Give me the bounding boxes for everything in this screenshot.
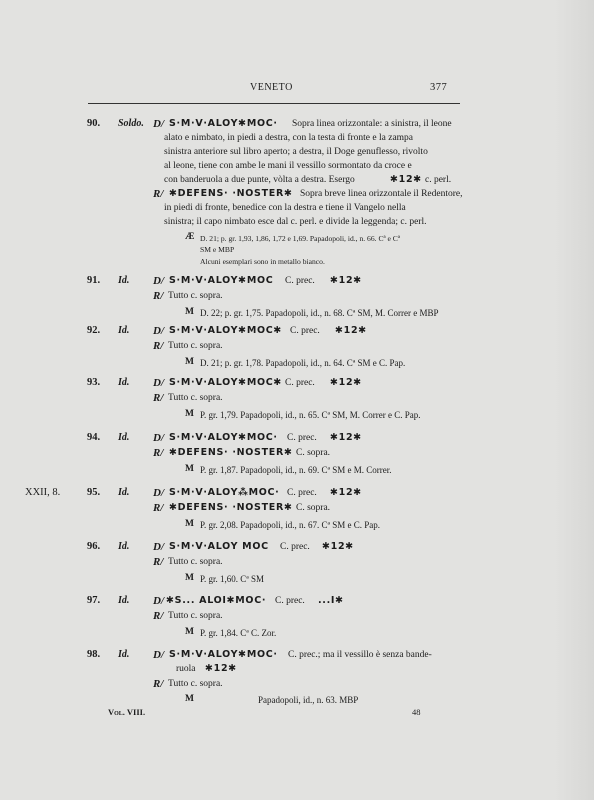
specimen-details: D. 21; p. gr. 1,78. Papadopoli, id., n. 64. Cª SM e C. Pap.	[200, 358, 406, 368]
obverse-mark: ✱12✱	[330, 275, 362, 286]
obverse-legend: S·M·V·ALOY✱MOC	[169, 275, 274, 286]
entry-number: 97.	[87, 595, 101, 606]
reverse-symbol: R/	[153, 502, 164, 514]
specimen-details: P. gr. 1,79. Papadopoli, id., n. 65. Cª SM, M. Correr e C. Pap.	[200, 410, 421, 420]
obverse-text: C. prec.	[280, 542, 310, 552]
obverse-text: C. prec.	[290, 326, 320, 336]
obverse-legend: S·M·V·ALOY MOC	[169, 541, 269, 552]
specimen-details: P. gr. 1,87. Papadopoli, id., n. 69. Cª SM e M. Correr.	[200, 465, 392, 475]
metal-mark: M	[185, 357, 194, 367]
obverse-legend: S·M·V·ALOY✱MOC·	[169, 649, 278, 660]
metal-mark: M	[185, 464, 194, 474]
obverse-text: al leone, tiene con ambe le mani il vessillo sormontato da croce e	[164, 161, 412, 171]
reverse-text: Tutto c. sopra.	[168, 393, 223, 403]
metal-mark: Æ	[185, 232, 195, 242]
denomination: Id.	[118, 649, 130, 660]
specimen-details: SM e MBP	[200, 245, 235, 254]
obverse-text: C. prec.; ma il vessillo è senza bande-	[288, 650, 432, 660]
specimen-details: P. gr. 1,60. Cª SM	[200, 574, 265, 584]
denomination: Id.	[118, 541, 130, 552]
reverse-text: C. sopra.	[296, 503, 331, 513]
entry-number: 91.	[87, 275, 101, 286]
denomination: Id.	[118, 275, 130, 286]
reverse-symbol: R/	[153, 447, 164, 459]
metal-mark: M	[185, 307, 194, 317]
reverse-text: Tutto c. sopra.	[168, 611, 223, 621]
obverse-text: alato e nimbato, in piedi a destra, con la testa di fronte e la zampa	[164, 133, 414, 143]
page-number: 377	[430, 82, 448, 93]
entry-number: 90.	[87, 118, 101, 129]
obverse-text: c. perl.	[425, 175, 452, 185]
obverse-legend: S·M·V·ALOY✱MOC·	[169, 432, 278, 443]
metal-mark: M	[185, 627, 194, 637]
obverse-mark: ✱12✱	[330, 377, 362, 388]
entry-number: 94.	[87, 432, 101, 443]
obverse-mark: ✱12✱	[322, 541, 354, 552]
reverse-symbol: R/	[153, 610, 164, 622]
entry-number: 92.	[87, 325, 101, 336]
plate-reference: XXII, 8.	[25, 487, 61, 498]
specimen-note: Alcuni esemplari sono in metallo bianco.	[200, 257, 325, 266]
reverse-text: C. sopra.	[296, 448, 331, 458]
obverse-legend: S·M·V·ALOY⁂MOC·	[169, 487, 280, 498]
reverse-text: Tutto c. sopra.	[168, 679, 223, 689]
reverse-symbol: R/	[153, 290, 164, 302]
specimen-details: Papadopoli, id., n. 63. MBP	[258, 695, 359, 705]
reverse-legend: ✱DEFENS· ·NOSTER✱	[169, 447, 293, 458]
page-edge-shadow	[554, 0, 594, 800]
header-rule	[88, 103, 460, 104]
metal-mark: M	[185, 694, 194, 704]
denomination: Id.	[118, 325, 130, 336]
obverse-symbol: D/	[153, 325, 164, 337]
denomination: Id.	[118, 595, 130, 606]
exergue-legend: ✱12✱	[390, 174, 422, 185]
obverse-legend: S·M·V·ALOY✱MOC✱	[169, 325, 283, 336]
entry-number: 95.	[87, 487, 101, 498]
reverse-symbol: R/	[153, 340, 164, 352]
reverse-text: Tutto c. sopra.	[168, 291, 223, 301]
obverse-symbol: D/	[153, 432, 164, 444]
obverse-mark: ✱12✱	[205, 663, 237, 674]
entry-number: 98.	[87, 649, 101, 660]
obverse-text: C. prec.	[287, 433, 317, 443]
obverse-symbol: D/	[153, 541, 164, 553]
entry-number: 96.	[87, 541, 101, 552]
reverse-text: Sopra breve linea orizzontale il Redentore,	[300, 189, 463, 199]
specimen-details: P. gr. 1,84. Cª C. Zor.	[200, 628, 277, 638]
obverse-legend: S·M·V·ALOY✱MOC·	[169, 118, 278, 129]
obverse-symbol: D/	[153, 377, 164, 389]
specimen-details: D. 22; p. gr. 1,75. Papadopoli, id., n. 68. Cª SM, M. Correr e MBP	[200, 308, 439, 318]
obverse-mark: ✱12✱	[335, 325, 367, 336]
signature-mark: 48	[412, 707, 421, 717]
entry-number: 93.	[87, 377, 101, 388]
obverse-text: C. prec.	[275, 596, 305, 606]
reverse-text: Tutto c. sopra.	[168, 557, 223, 567]
obverse-text: C. prec.	[285, 378, 315, 388]
obverse-legend: S·M·V·ALOY✱MOC✱	[169, 377, 283, 388]
denomination: Id.	[118, 377, 130, 388]
obverse-symbol: D/	[153, 275, 164, 287]
obverse-symbol: D/	[153, 649, 164, 661]
metal-mark: M	[185, 519, 194, 529]
denomination: Id.	[118, 487, 130, 498]
reverse-legend: ✱DEFENS· ·NOSTER✱	[169, 188, 293, 199]
obverse-text: Sopra linea orizzontale: a sinistra, il leone	[292, 119, 452, 129]
obverse-legend: ✱S... ALOI✱MOC·	[166, 595, 267, 606]
denomination: Id.	[118, 432, 130, 443]
reverse-text: in piedi di fronte, benedice con la destra e tiene il Vangelo nella	[164, 203, 406, 213]
specimen-details: D. 21; p. gr. 1,93, 1,86, 1,72 e 1,69. Papadopoli, id., n. 66. Cª e Cª	[200, 234, 400, 243]
obverse-symbol: D/	[153, 487, 164, 499]
obverse-text: sinistra anteriore sul libro aperto; a destra, il Doge genuflesso, rivolto	[164, 147, 428, 157]
obverse-text: ruola	[176, 664, 196, 674]
denomination: Soldo.	[118, 118, 144, 129]
reverse-legend: ✱DEFENS· ·NOSTER✱	[169, 502, 293, 513]
reverse-symbol: R/	[153, 188, 164, 200]
obverse-symbol: D/	[153, 118, 164, 130]
reverse-symbol: R/	[153, 678, 164, 690]
reverse-symbol: R/	[153, 392, 164, 404]
obverse-symbol: D/	[153, 595, 164, 607]
reverse-symbol: R/	[153, 556, 164, 568]
obverse-mark: ✱12✱	[330, 432, 362, 443]
obverse-text: con banderuola a due punte, vòlta a destra. Esergo	[164, 175, 355, 185]
metal-mark: M	[185, 573, 194, 583]
obverse-mark: ...I✱	[318, 595, 344, 606]
running-head: VENETO	[250, 82, 293, 93]
reverse-text: sinistra; il capo nimbato esce dal c. perl. e divide la leggenda; c. perl.	[164, 217, 427, 227]
obverse-text: C. prec.	[287, 488, 317, 498]
volume-label: Vol. VIII.	[108, 707, 146, 717]
metal-mark: M	[185, 409, 194, 419]
obverse-mark: ✱12✱	[330, 487, 362, 498]
obverse-text: C. prec.	[285, 276, 315, 286]
reverse-text: Tutto c. sopra.	[168, 341, 223, 351]
specimen-details: P. gr. 2,08. Papadopoli, id., n. 67. Cª SM e C. Pap.	[200, 520, 380, 530]
